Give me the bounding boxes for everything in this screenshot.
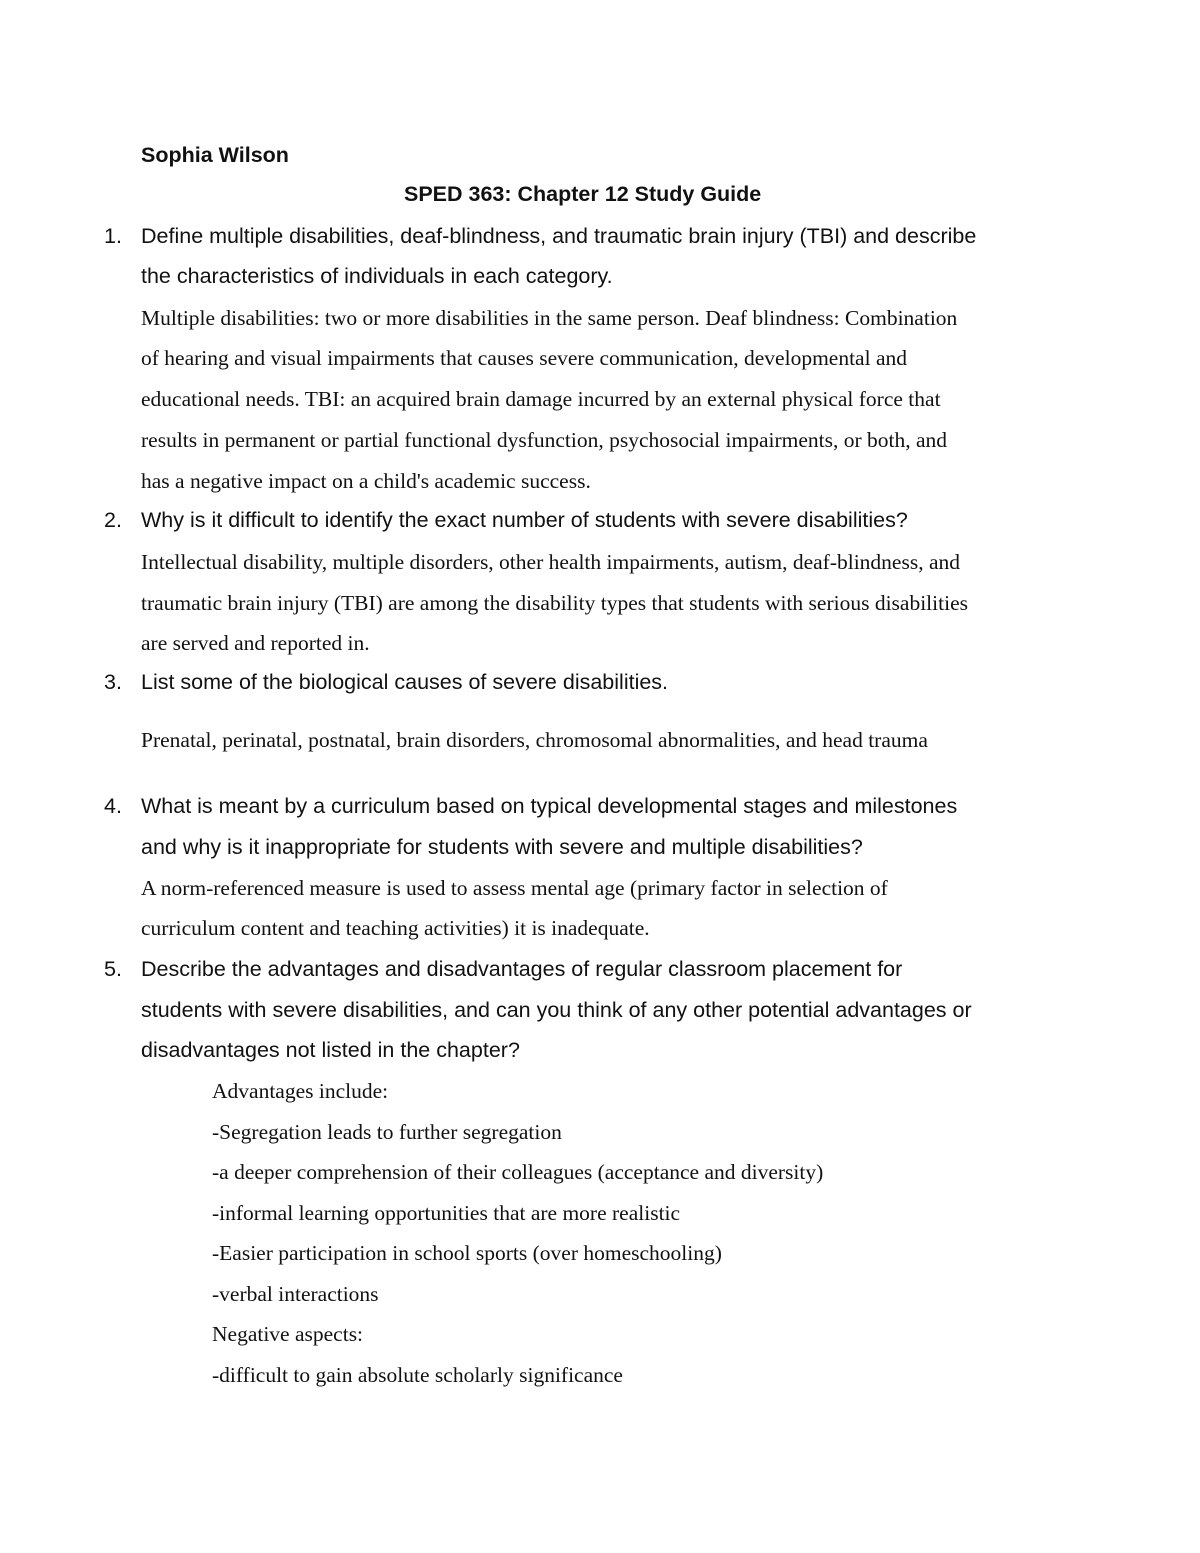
answer-text: Negative aspects: (212, 1322, 364, 1346)
question-text: disadvantages not listed in the chapter? (141, 1038, 520, 1062)
answer-text: of hearing and visual impairments that causes severe communication, developmental and (141, 346, 907, 370)
question-text: List some of the biological causes of severe disabilities. (141, 670, 669, 694)
question-number: 3. (104, 670, 122, 694)
author-name: Sophia Wilson (141, 143, 289, 167)
question-text: What is meant by a curriculum based on typical developmental stages and milestones (141, 794, 958, 818)
question-text: Why is it difficult to identify the exact number of students with severe disabilities? (141, 508, 908, 532)
answer-text: Advantages include: (212, 1079, 389, 1103)
answer-text: -Segregation leads to further segregation (212, 1120, 562, 1144)
answer-text: Prenatal, perinatal, postnatal, brain disorders, chromosomal abnormalities, and head trauma (141, 728, 928, 752)
answer-text: -a deeper comprehension of their colleagues (acceptance and diversity) (212, 1160, 824, 1184)
question-text: students with severe disabilities, and can you think of any other potential advantages or (141, 998, 972, 1022)
answer-text: -informal learning opportunities that are more realistic (212, 1201, 681, 1225)
answer-text: -difficult to gain absolute scholarly significance (212, 1363, 623, 1387)
question-text: and why is it inappropriate for students with severe and multiple disabilities? (141, 835, 863, 859)
question-number: 4. (104, 794, 122, 818)
answer-text: Intellectual disability, multiple disorders, other health impairments, autism, deaf-blindness, and (141, 550, 960, 574)
question-number: 2. (104, 508, 122, 532)
answer-text: -verbal interactions (212, 1282, 379, 1306)
answer-text: curriculum content and teaching activities) it is inadequate. (141, 916, 650, 940)
question-text: Define multiple disabilities, deaf-blindness, and traumatic brain injury (TBI) and describe (141, 224, 977, 248)
question-text: Describe the advantages and disadvantages of regular classroom placement for (141, 957, 903, 981)
answer-text: educational needs. TBI: an acquired brain damage incurred by an external physical force that (141, 387, 941, 411)
answer-text: are served and reported in. (141, 631, 370, 655)
answer-text: has a negative impact on a child's academic success. (141, 469, 591, 493)
answer-text: results in permanent or partial functional dysfunction, psychosocial impairments, or both, and (141, 428, 948, 452)
answer-text: traumatic brain injury (TBI) are among the disability types that students with serious disabilities (141, 591, 968, 615)
document-title: SPED 363: Chapter 12 Study Guide (404, 182, 762, 206)
question-text: the characteristics of individuals in each category. (141, 264, 613, 288)
answer-text: A norm-referenced measure is used to assess mental age (primary factor in selection of (141, 876, 888, 900)
question-number: 1. (104, 224, 122, 248)
question-number: 5. (104, 957, 122, 981)
answer-text: Multiple disabilities: two or more disabilities in the same person. Deaf blindness: Combination (141, 306, 958, 330)
answer-text: -Easier participation in school sports (over homeschooling) (212, 1241, 722, 1265)
